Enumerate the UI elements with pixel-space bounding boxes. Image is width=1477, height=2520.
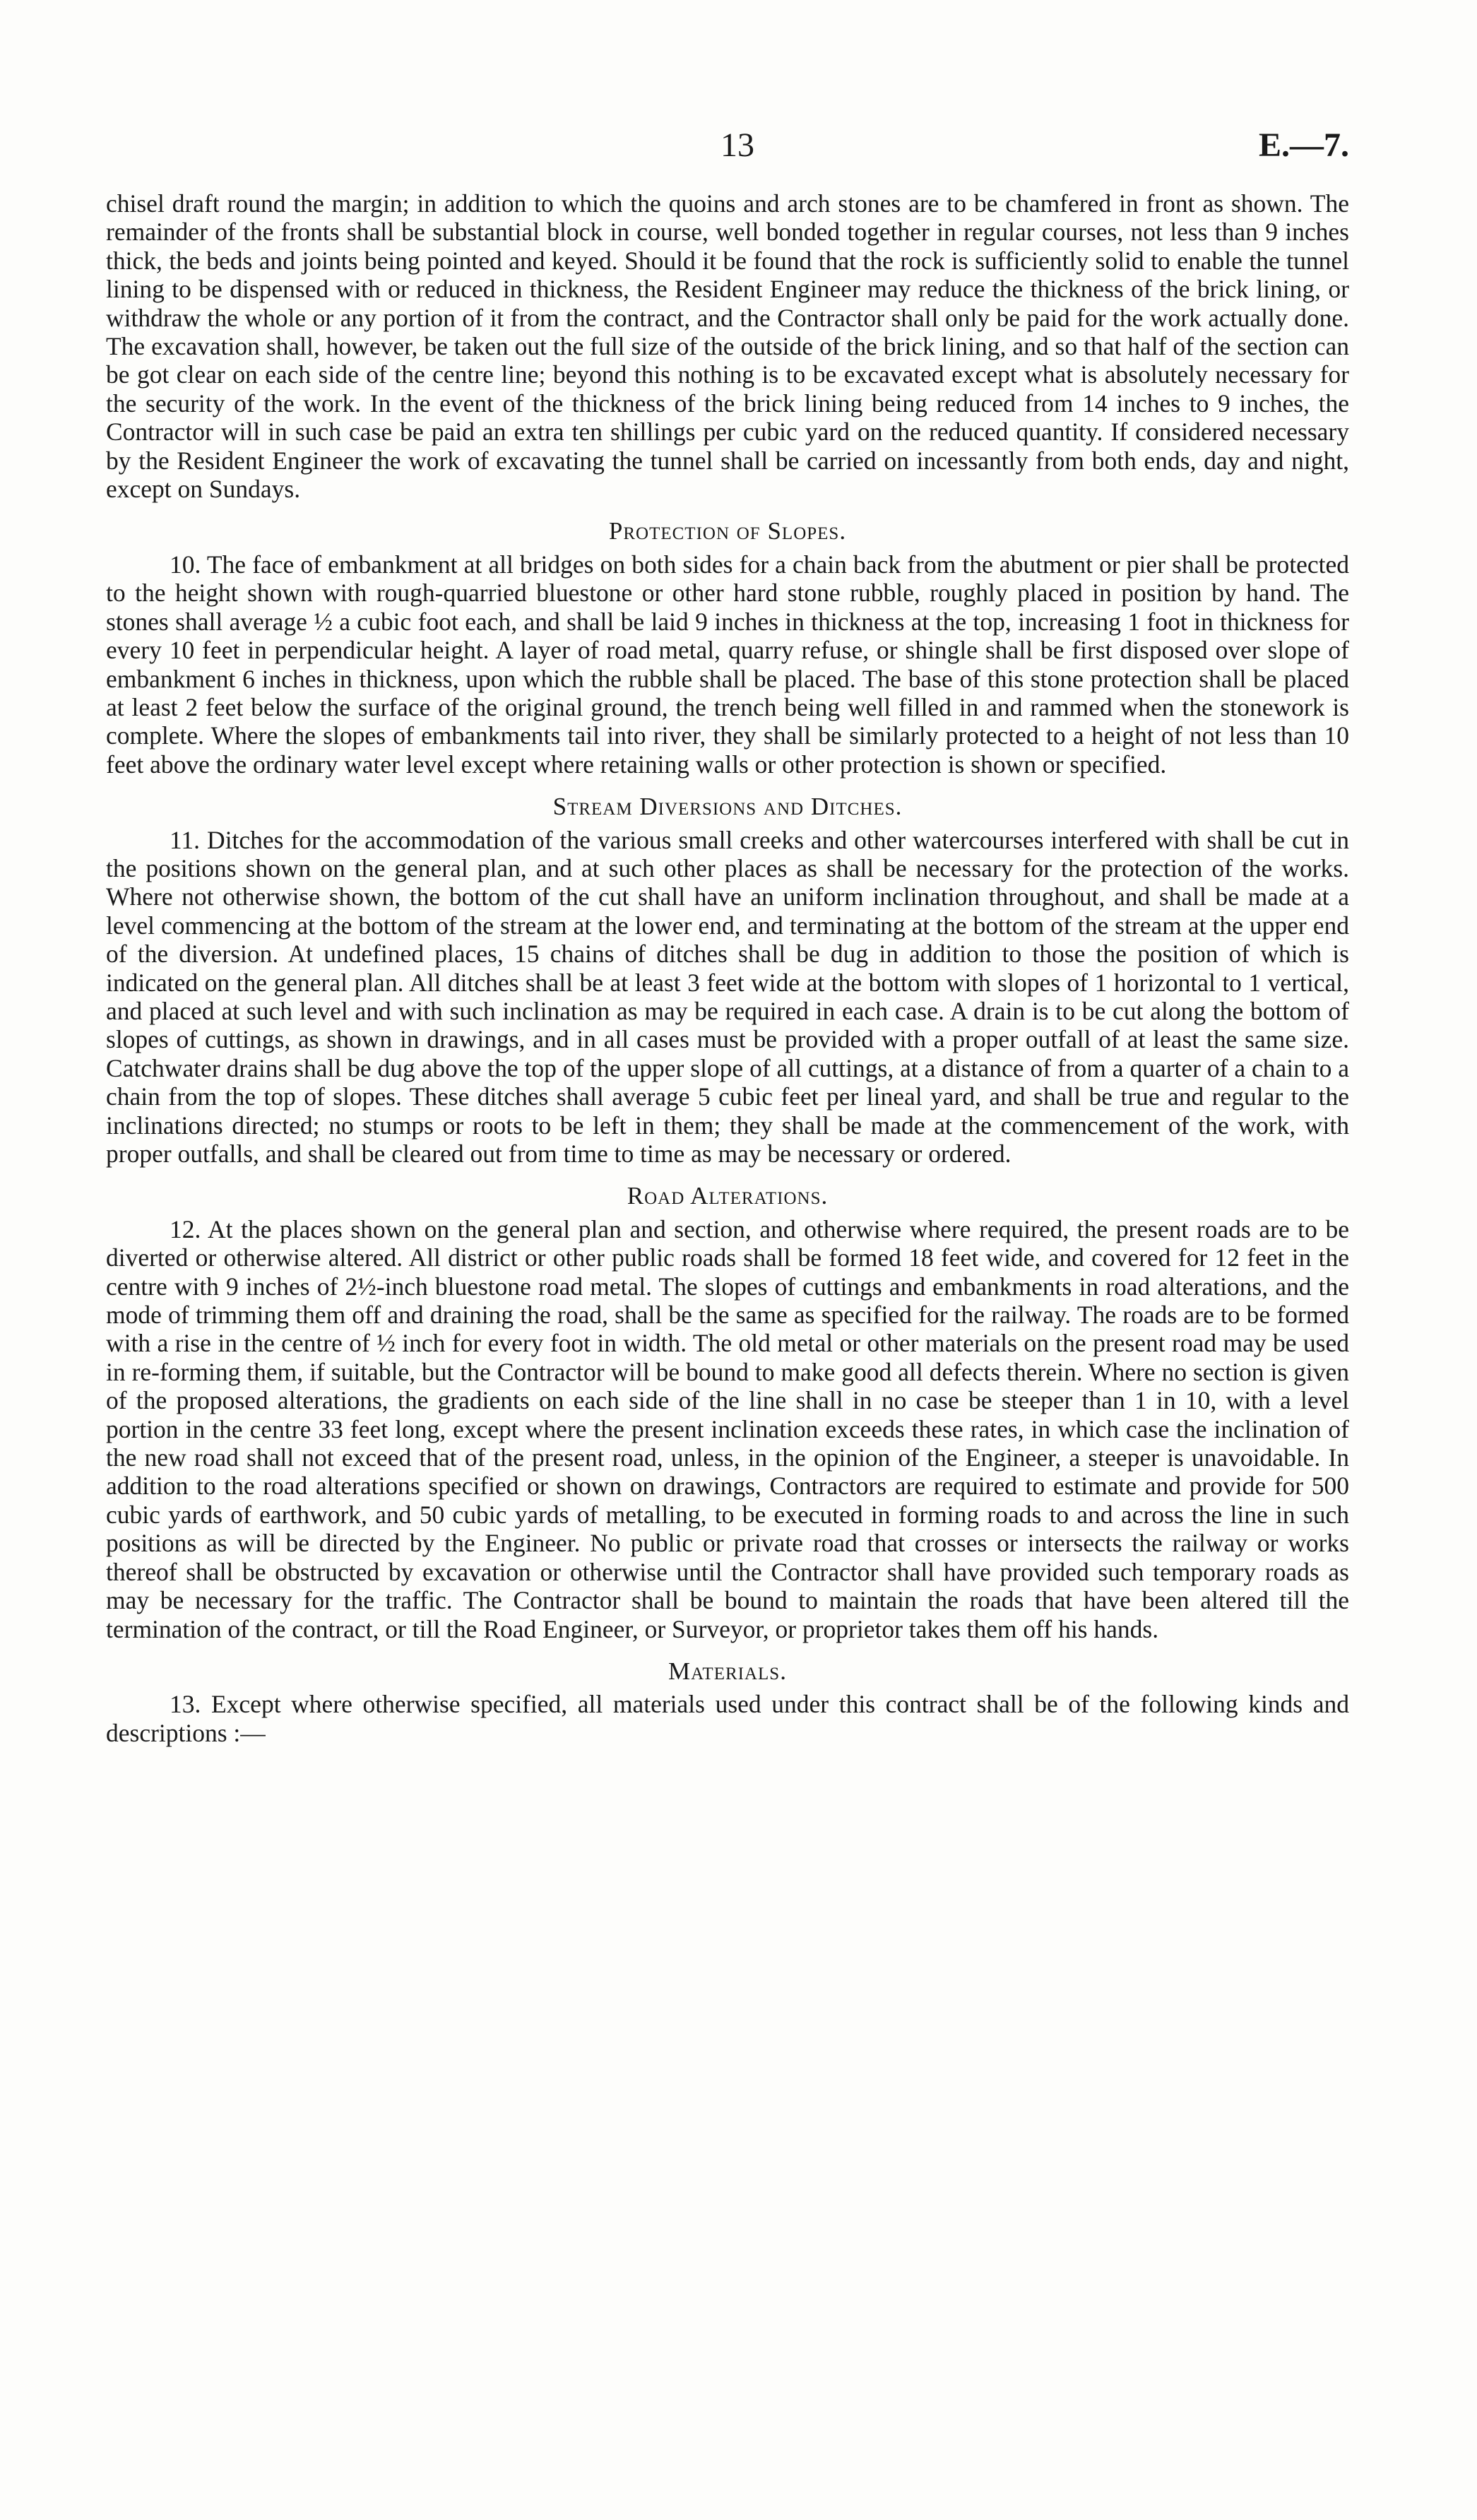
paragraph-12: 12. At the places shown on the general plan and section, and otherwise where required, the present roads are to be diverted or otherwise altered. All district or other public roads shall be formed 18 feet wide, and covered for 12 feet in the centre with 9 inches of 2½-inch bluestone road metal. The slopes of cuttings and embankments in road alterations, and the mode of trimming them off and draining the road, shall be the same as specified for the railway. The roads are to be formed with a rise in the centre of ½ inch for every foot in width. The old metal or other materials on the present road may be used in re-forming them, if suitable, but the Contractor will be bound to make good all defects therein. Where no section is given of the proposed alterations, the gradients on each side of the line shall in no case be steeper than 1 in 10, with a level portion in the centre 33 feet long, except where the present inclination exceeds these rates, in which case the inclination of the new road shall not exceed that of the present road, unless, in the opinion of the Engineer, a steeper is unavoidable. In addition to the road alterations specified or shown on drawings, Contractors are required to estimate and provide for 500 cubic yards of earthwork, and 50 cubic yards of metalling, to be executed in forming roads to and across the line in such positions as will be directed by the Engineer. No public or private road that crosses or intersects the railway or works thereof shall be obstructed by excavation or otherwise until the Contractor shall have provided such temporary roads as may be necessary for the traffic. The Contractor shall be bound to maintain the roads that have been altered till the termination of the contract, or till the Road Engineer, or Surveyor, or proprietor takes them off his hands. xyxy=(106,1214,1349,1643)
body-text xyxy=(106,189,1349,1747)
paragraph-11: 11. Ditches for the accommodation of the various small creeks and other watercourses interfered with shall be cut in the positions shown on the general plan, and at such other places as shall be necessary for the protection of the works. Where not otherwise shown, the bottom of the cut shall have an uniform inclination throughout, and shall be made at a level commencing at the bottom of the stream at the lower end, and terminating at the bottom of the stream at the upper end of the diversion. At undefined places, 15 chains of ditches shall be dug in addition to those the position of which is indicated on the general plan. All ditches shall be at least 3 feet wide at the bottom with slopes of 1 horizontal to 1 vertical, and placed at such level and with such inclination as may be required in each case. A drain is to be cut along the bottom of slopes of cuttings, as shown in drawings, and in all cases must be provided with a proper outfall of at least the same size. Catchwater drains shall be dug above the top of the upper slope of all cuttings, at a distance of from a quarter of a chain to a chain from the top of slopes. These ditches shall average 5 cubic feet per lineal yard, and shall be true and regular to the inclinations directed; no stumps or roots to be left in them; they shall be made at the commencement of the work, with proper outfalls, and shall be cleared out from time to time as may be necessary or ordered. xyxy=(106,825,1349,1168)
heading-road-alterations: Road Alterations. xyxy=(627,1182,829,1210)
heading-materials: Materials. xyxy=(668,1657,787,1685)
document-reference: E.—7. xyxy=(1258,126,1349,164)
paragraph-13: 13. Except where otherwise specified, all materials used under this contract shall be of the following kinds and descriptions :— xyxy=(106,1690,1349,1747)
heading-protection-of-slopes: Protection of Slopes. xyxy=(608,517,847,545)
paragraph-10: 10. The face of embankment at all bridges on both sides for a chain back from the abutment or pier shall be protected to the height shown with rough-quarried bluestone or other hard stone rubble, roughly placed in position by hand. The stones shall average ½ a cubic foot each, and shall be laid 9 inches in thickness at the top, increasing 1 foot in thickness for every 10 feet in perpendicular height. A layer of road metal, quarry refuse, or shingle shall be first disposed over slope of embankment 6 inches in thickness, upon which the rubble shall be placed. The base of this stone protection shall be placed at least 2 feet below the surface of the original ground, the trench being well filled in and rammed when the stonework is complete. Where the slopes of embankments tail into river, they shall be similarly protected to a height of not less than 10 feet above the ordinary water level except where retaining walls or other protection is shown or specified. xyxy=(106,550,1349,779)
page-header xyxy=(106,126,1349,175)
heading-stream-diversions: Stream Diversions and Ditches. xyxy=(552,793,903,821)
page-number: 13 xyxy=(720,126,754,164)
intro-paragraph: chisel draft round the margin; in addition to which the quoins and arch stones are to be chamfered in front as shown. The remainder of the fronts shall be substantial block in course, well bonded together in regular courses, not less than 9 inches thick, the beds and joints being pointed and keyed. Should it be found that the rock is sufficiently solid to enable the tunnel lining to be dispensed with or reduced in thickness, the Resident Engineer may reduce the thickness of the brick lining, or withdraw the whole or any portion of it from the contract, and the Contractor shall only be paid for the work actually done. The excavation shall, however, be taken out the full size of the outside of the brick lining, and so that half of the section can be got clear on each side of the centre line; beyond this nothing is to be excavated except what is absolutely necessary for the security of the work. In the event of the thickness of the brick lining being reduced from 14 inches to 9 inches, the Contractor will in such case be paid an extra ten shillings per cubic yard on the reduced quantity. If considered necessary by the Resident Engineer the work of excavating the tunnel shall be carried on incessantly from both ends, day and night, except on Sundays. xyxy=(106,189,1349,504)
